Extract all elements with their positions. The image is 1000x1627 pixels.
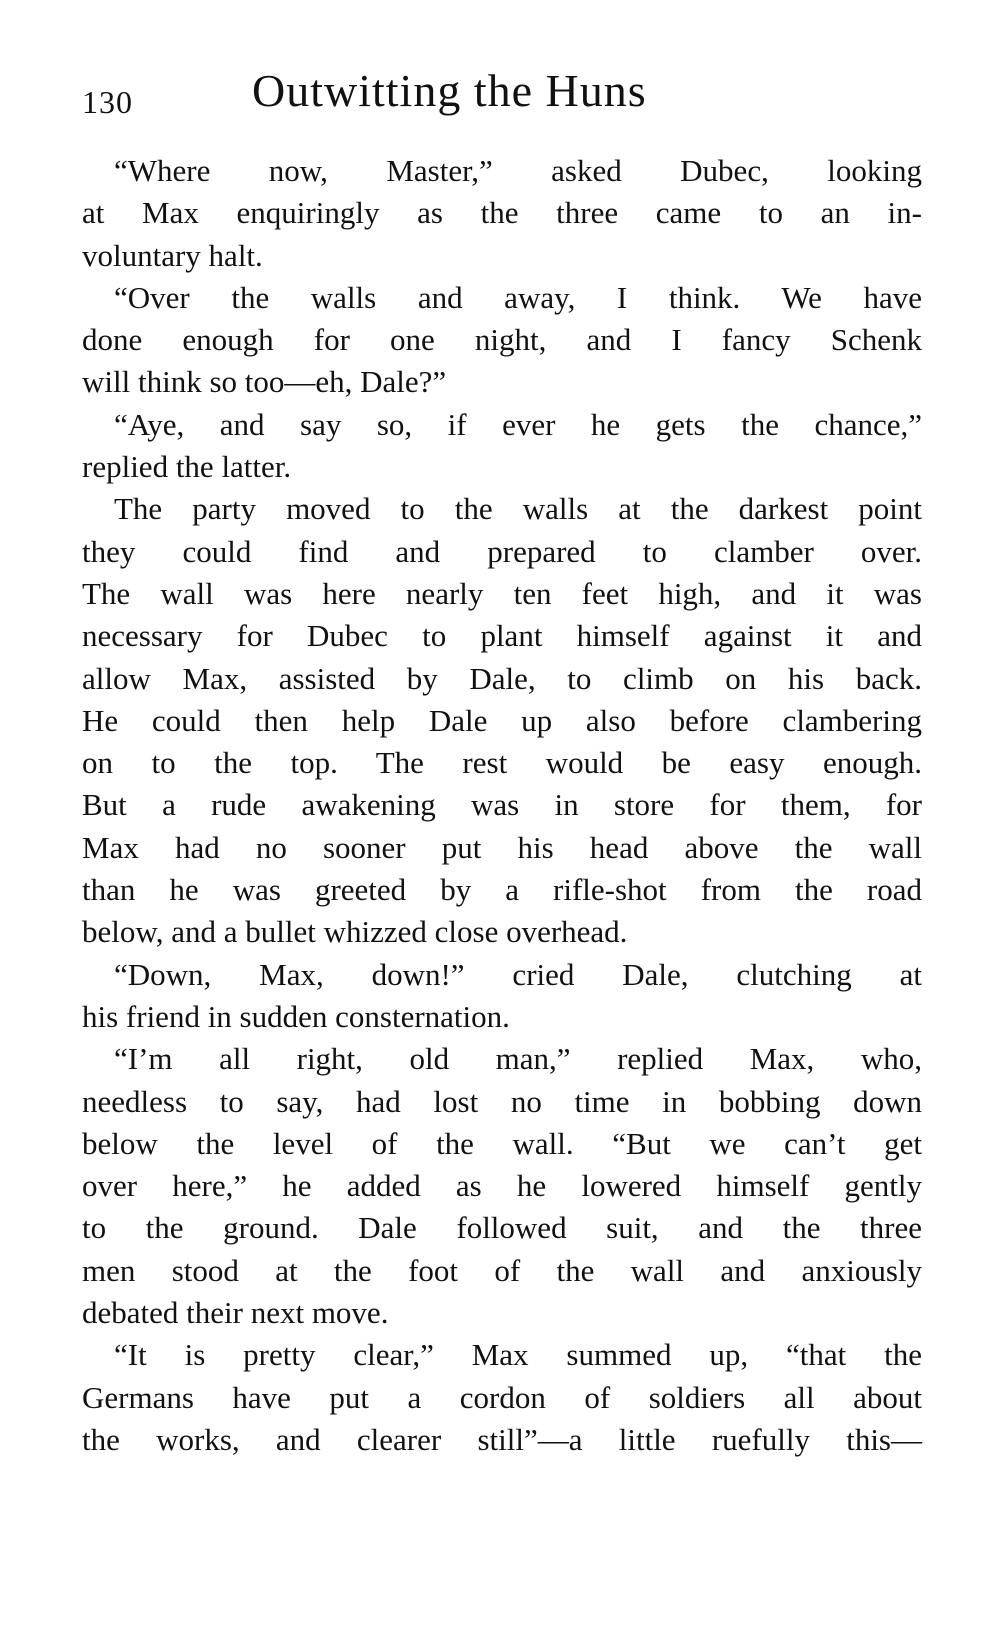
text-line: The party moved to the walls at the darkest point xyxy=(114,491,922,527)
text-line: “Where now, Master,” asked Dubec, looking xyxy=(114,153,922,188)
text-line: below, and a bullet whizzed close overhead. xyxy=(82,914,628,950)
text-line: The wall was here nearly ten feet high, and it was xyxy=(82,575,922,611)
text-line: done enough for one night, and I fancy Schenk xyxy=(82,322,922,358)
text-line: “Down, Max, down!” cried Dale, clutching at xyxy=(114,956,922,992)
text-line: than he was greeted by a rifle-shot from the road xyxy=(82,872,922,908)
text-line: over here,” he added as he lowered himself gently xyxy=(82,1168,922,1204)
text-line: replied the latter. xyxy=(82,449,292,485)
text-line: his friend in sudden consternation. xyxy=(82,998,510,1034)
text-line: needless to say, had lost no time in bobbing down xyxy=(82,1083,922,1119)
text-line: voluntary halt. xyxy=(82,237,263,273)
text-line: He could then help Dale up also before clambering xyxy=(82,702,922,738)
text-line: below the level of the wall. “But we can’t get xyxy=(82,1125,922,1161)
text-line: necessary for Dubec to plant himself against it and xyxy=(82,618,922,654)
text-line: Max had no sooner put his head above the wall xyxy=(82,829,922,865)
text-line: allow Max, assisted by Dale, to climb on his back. xyxy=(82,660,922,696)
running-title: Outwitting the Huns xyxy=(252,65,647,116)
text-line: men stood at the foot of the wall and anxiously xyxy=(82,1252,922,1288)
text-line: “Aye, and say so, if ever he gets the chance,” xyxy=(114,406,922,442)
text-line: debated their next move. xyxy=(82,1295,389,1331)
text-line: But a rude awakening was in store for them, for xyxy=(82,787,922,823)
text-line: the works, and clearer still”—a little ruefully this— xyxy=(82,1421,922,1457)
body-text xyxy=(82,150,922,1461)
text-line: on to the top. The rest would be easy enough. xyxy=(82,745,922,781)
text-line: at Max enquiringly as the three came to an in- xyxy=(82,195,922,231)
text-line: “It is pretty clear,” Max summed up, “that the xyxy=(114,1337,922,1373)
text-line: “Over the walls and away, I think. We have xyxy=(114,279,922,315)
text-line: Germans have put a cordon of soldiers all about xyxy=(82,1379,922,1415)
text-line: will think so too—eh, Dale?” xyxy=(82,364,447,400)
page-header xyxy=(82,62,922,132)
text-line: they could find and prepared to clamber over. xyxy=(82,533,922,569)
text-line: to the ground. Dale followed suit, and the three xyxy=(82,1210,922,1246)
page-number: 130 xyxy=(82,84,133,120)
text-line: “I’m all right, old man,” replied Max, who, xyxy=(114,1041,922,1077)
